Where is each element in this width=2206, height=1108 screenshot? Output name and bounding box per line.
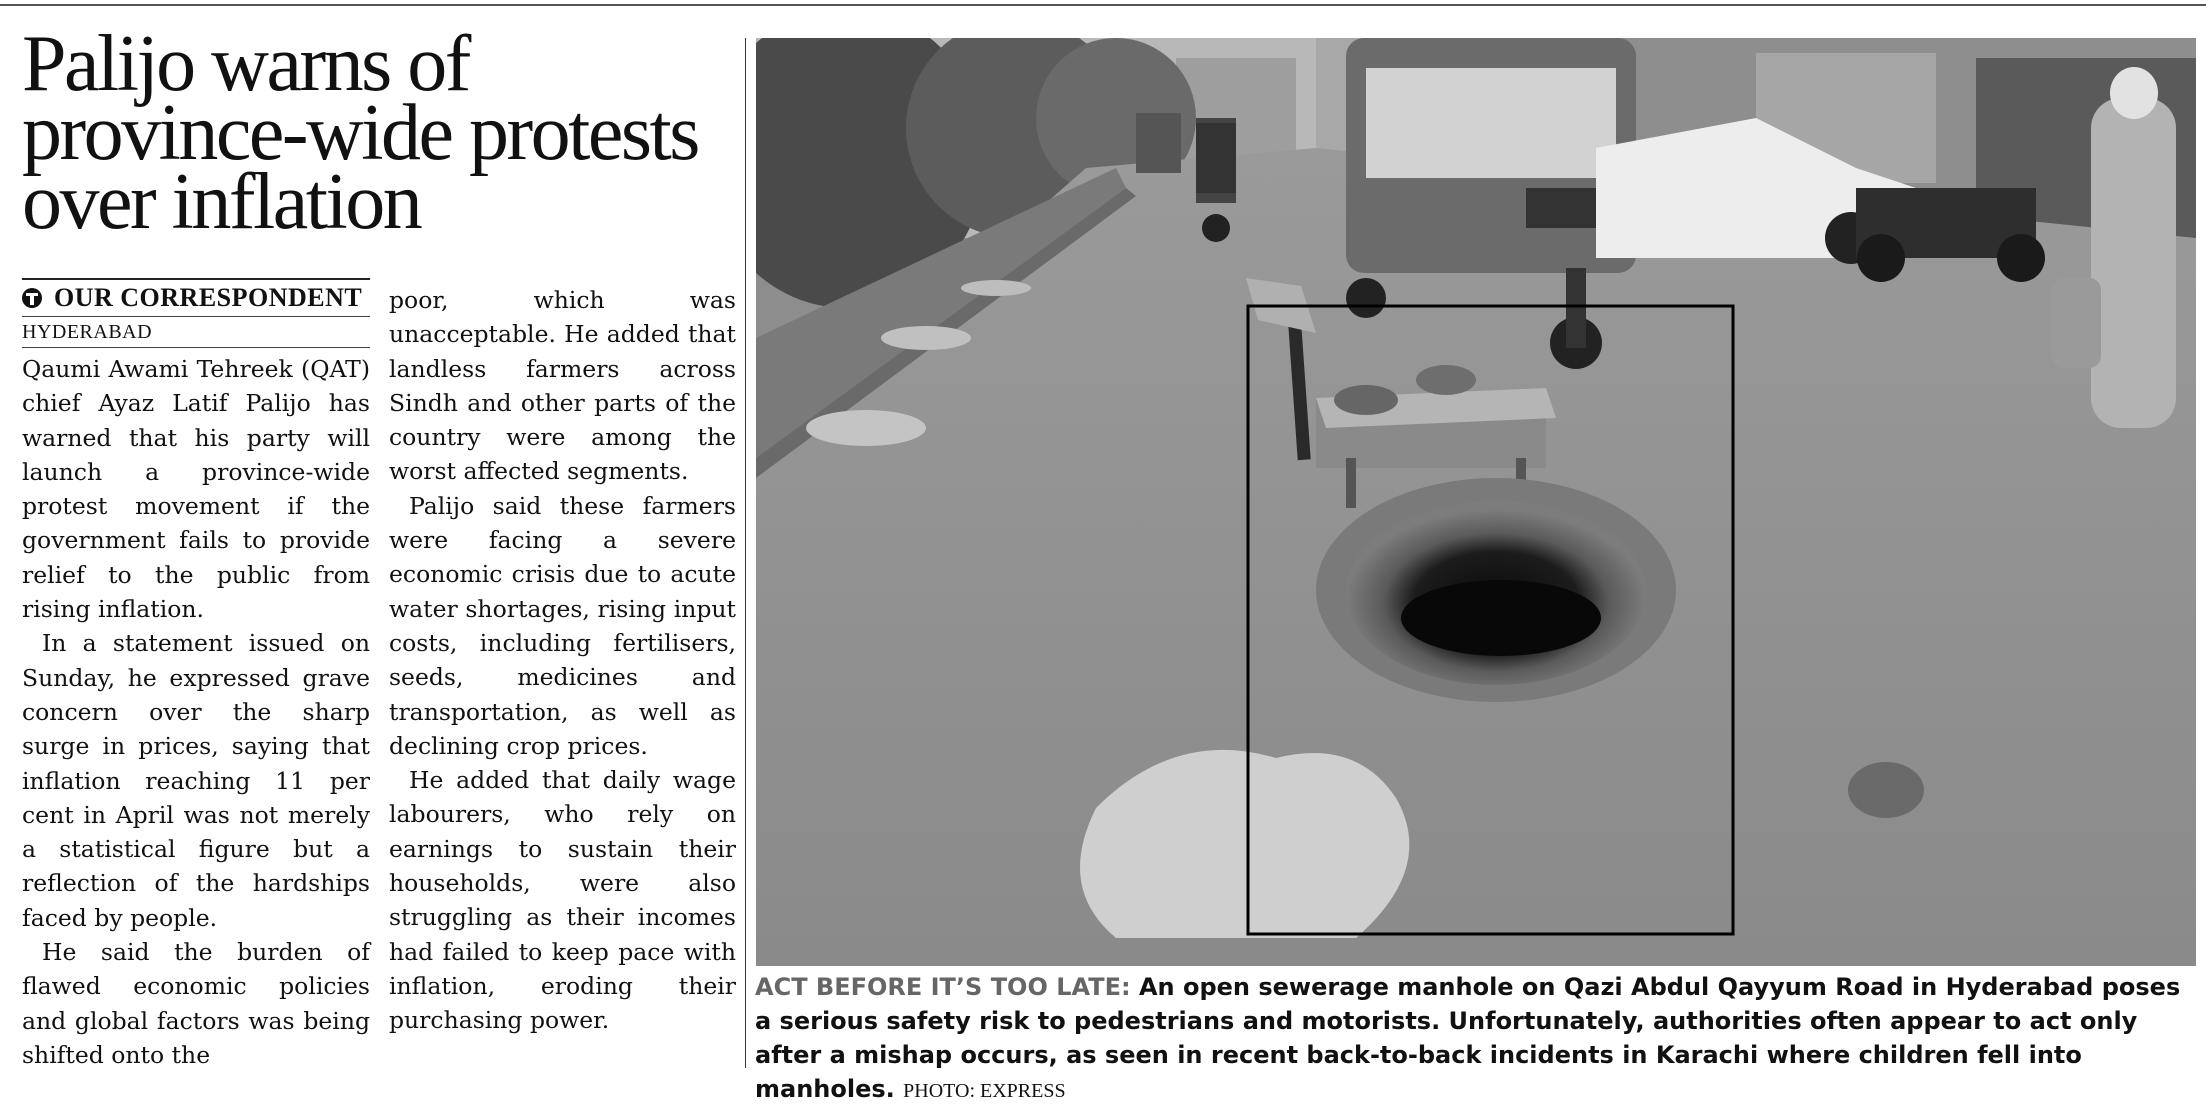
street-manhole-photo (756, 38, 2196, 966)
byline-box (22, 278, 370, 348)
paragraph: poor, which was unacceptable. He added that landless farmers across Sindh and other parts of the country were among the worst affected segments. (389, 286, 736, 486)
photo-caption (755, 970, 2195, 1108)
dateline: HYDERABAD (22, 321, 153, 343)
paragraph: Qaumi Awami Tehreek (QAT) chief Ayaz Latif Palijo has warned that his party will launch a province-wide protest movement if the government fails to provide relief to the public from rising inflation. (22, 355, 370, 624)
news-photo (756, 38, 2196, 966)
paragraph: Palijo said these farmers were facing a severe economic crisis due to acute water shortages, rising input costs, including fertilisers, seeds, medicines and transportation, as well as declining crop prices. (389, 491, 736, 760)
express-logo-icon (22, 288, 42, 308)
headline: Palijo warns of province-wide protests over inflation (22, 20, 698, 246)
caption-text: An open sewerage manhole on Qazi Abdul Qayyum Road in Hyderabad poses a serious safety risk to pedestrians and motorists. Unfortunately, authorities often appear to act only after a mishap occurs, as seen in recent back-to-back incidents in Karachi where children fell into manholes. (755, 973, 2181, 1103)
byline (22, 280, 370, 316)
column-divider (745, 38, 746, 1068)
paragraph: He added that daily wage labourers, who rely on earnings to sustain their households, were also struggling as their incomes had failed to keep pace with inflation, eroding their purchasing power. (389, 766, 736, 1035)
article-column-1 (22, 352, 370, 1072)
caption-kicker: ACT BEFORE IT’S TOO LATE: (755, 973, 1131, 1001)
byline-rule-bottom (22, 347, 370, 348)
photo-credit: PHOTO: EXPRESS (903, 1080, 1066, 1102)
byline-text: OUR CORRESPONDENT (54, 283, 363, 312)
paragraph: He said the burden of flawed economic policies and global factors was being shifted onto the (22, 938, 370, 1069)
top-rule (0, 4, 2206, 6)
article-column-2 (389, 283, 736, 1038)
paragraph: In a statement issued on Sunday, he expressed grave concern over the sharp surge in prices, saying that inflation reaching 11 per cent in April was not merely a statistical figure but a reflection of the hardships faced by people. (22, 629, 370, 932)
